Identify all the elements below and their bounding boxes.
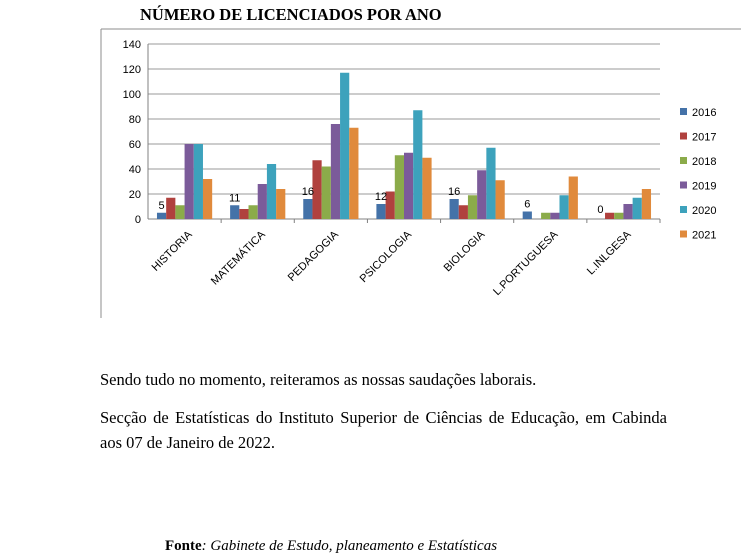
bar-2019 xyxy=(404,153,413,219)
x-tick-labels xyxy=(150,227,634,297)
bar-2019 xyxy=(550,213,559,219)
bar-2018 xyxy=(322,167,331,220)
x-tick-label: MATEMÁTICA xyxy=(208,228,268,288)
data-label: 0 xyxy=(597,204,604,216)
legend-label: 2016 xyxy=(692,107,717,119)
y-tick-label: 0 xyxy=(134,214,141,226)
bar-2020 xyxy=(413,110,422,219)
bar-2016 xyxy=(230,205,239,219)
bar-2020 xyxy=(340,73,349,219)
y-tick-label: 80 xyxy=(128,114,141,126)
legend-swatch xyxy=(680,231,687,238)
bar-2017 xyxy=(605,213,614,219)
data-label: 16 xyxy=(448,186,461,198)
legend-swatch xyxy=(680,133,687,140)
data-label: 16 xyxy=(301,186,314,198)
bar-2021 xyxy=(203,179,212,219)
closing-paragraph: Sendo tudo no momento, reiteramos as nossas saudações laborais. xyxy=(100,370,537,389)
bar-2016 xyxy=(376,204,385,219)
bar-2019 xyxy=(331,124,340,219)
bar-2020 xyxy=(486,148,495,219)
bar-2019 xyxy=(185,144,194,219)
bar-2016 xyxy=(303,199,312,219)
bar-2020 xyxy=(559,195,568,219)
bar-2020 xyxy=(633,198,642,219)
x-tick-label: BIOLOGIA xyxy=(441,228,488,275)
x-tick-label: HISTORIA xyxy=(149,228,195,274)
legend-label: 2018 xyxy=(692,156,717,168)
bar-2019 xyxy=(258,184,267,219)
bar-2021 xyxy=(496,180,505,219)
source-note xyxy=(165,538,497,555)
chart-title: NÚMERO DE LICENCIADOS POR ANO xyxy=(140,5,442,24)
bar-2018 xyxy=(468,195,477,219)
bar-2021 xyxy=(349,128,358,219)
legend-swatch xyxy=(680,206,687,213)
x-tick-label: PEDAGOGIA xyxy=(285,228,341,284)
legend-label: 2020 xyxy=(692,205,717,217)
x-tick-label: L.PORTUGUESA xyxy=(491,228,561,298)
bar-2016 xyxy=(157,213,166,219)
bar-2017 xyxy=(166,198,175,219)
y-tick-label: 100 xyxy=(122,89,141,101)
data-label: 6 xyxy=(524,198,531,211)
bar-2018 xyxy=(614,213,623,219)
legend-label: 2019 xyxy=(692,180,717,193)
y-tick-labels xyxy=(123,39,141,226)
legend-label: 2017 xyxy=(692,131,717,144)
legend-swatch xyxy=(680,157,687,164)
bar-2019 xyxy=(623,204,632,219)
y-tick-label: 20 xyxy=(128,189,141,201)
y-tick-label: 60 xyxy=(128,139,141,151)
data-label: 5 xyxy=(158,199,165,212)
bar-2017 xyxy=(239,209,248,219)
bar-2018 xyxy=(541,213,550,219)
bar-2021 xyxy=(569,177,578,220)
y-tick-label: 40 xyxy=(128,164,141,176)
x-tick-label: L.INLGESA xyxy=(584,228,634,278)
bar-2020 xyxy=(194,144,203,219)
bar-2016 xyxy=(450,199,459,219)
bar-2018 xyxy=(175,205,184,219)
bar-2021 xyxy=(642,189,651,219)
legend-swatch xyxy=(680,108,687,115)
source-label: Fonte xyxy=(165,538,202,554)
bar-2020 xyxy=(267,164,276,219)
bar-2018 xyxy=(249,205,258,219)
bar-2016 xyxy=(523,212,532,220)
y-tick-label: 120 xyxy=(122,64,141,76)
legend-swatch xyxy=(680,182,687,189)
y-tick-label: 140 xyxy=(122,39,141,51)
legend-label: 2021 xyxy=(692,229,717,242)
bar-2018 xyxy=(395,155,404,219)
signature-paragraph: Secção de Estatísticas do Instituto Superior de Ciências de Educação, em Cabinda aos 07 de Janeiro de 2022. xyxy=(100,408,667,452)
data-label: 11 xyxy=(229,192,241,205)
x-tick-label: PSICOLOGIA xyxy=(357,228,415,286)
bar-2021 xyxy=(422,158,431,219)
bar-2017 xyxy=(459,205,468,219)
bar-2021 xyxy=(276,189,285,219)
source-text: : Gabinete de Estudo, planeamento e Estatísticas xyxy=(201,538,498,554)
data-label: 12 xyxy=(374,191,388,203)
legend xyxy=(680,107,716,242)
bar-2019 xyxy=(477,170,486,219)
